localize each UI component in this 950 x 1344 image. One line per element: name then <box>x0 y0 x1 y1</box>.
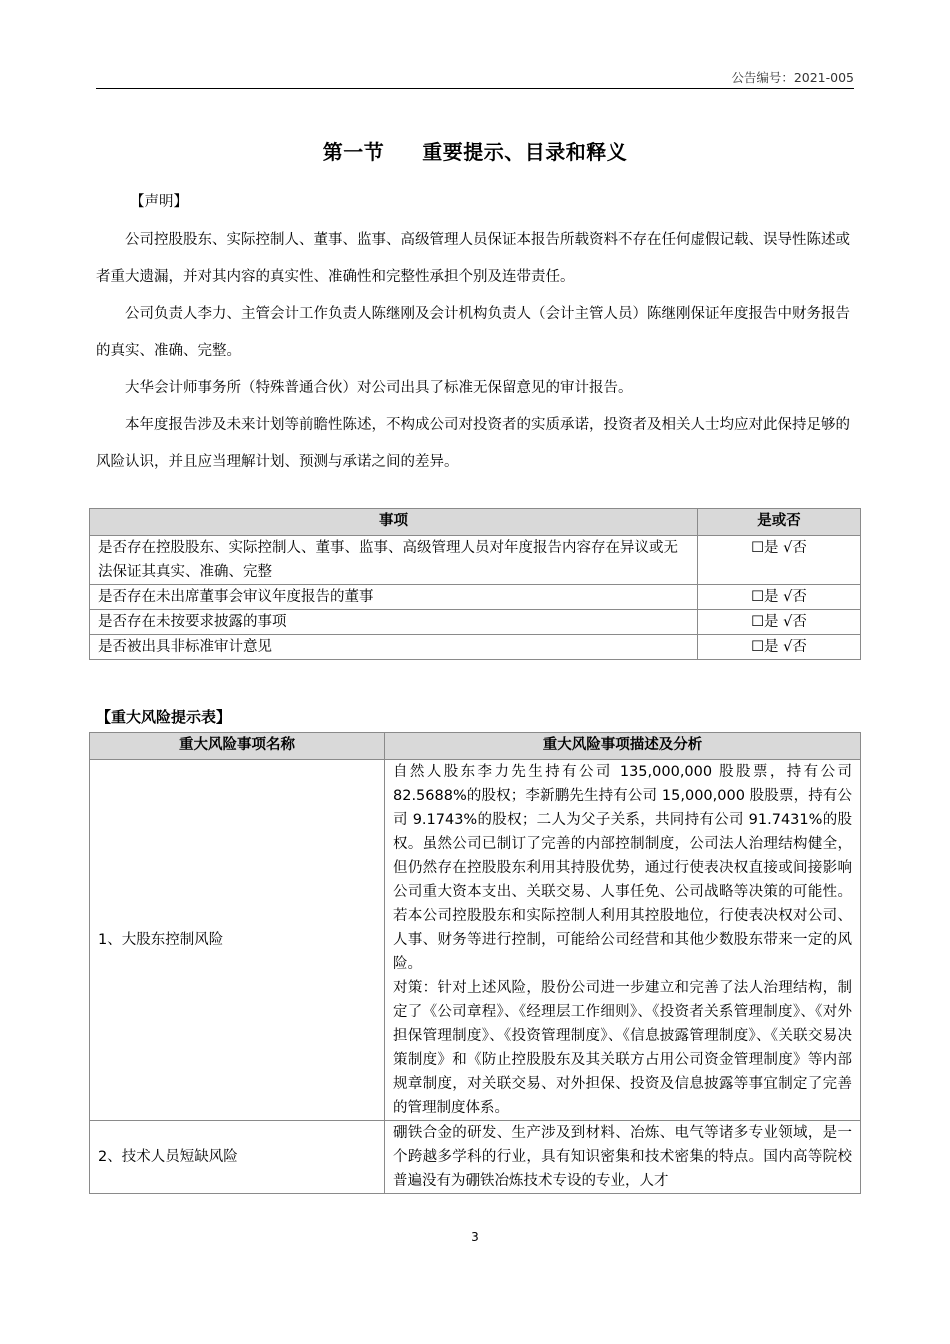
risk-countermeasure: 对策：针对上述风险，股份公司进一步建立和完善了法人治理结构，制定了《公司章程》、《经理层工作细则》、《投资者关系管理制度》、《对外担保管理制度》、《投资管理制度》、《信息披露管理制度》、《关联交易决策制度》和《防止控股股东及其关联方占用公司资金管理制度》等内部规章制度，对关联交易、对外担保、投资及信息披露等事宜制定了完善的管理制度体系。 <box>393 980 852 1116</box>
table-row <box>90 635 861 660</box>
risk-name: 2、技术人员短缺风险 <box>90 1121 385 1194</box>
table-row <box>90 1121 861 1194</box>
table-row <box>90 585 861 610</box>
column-header: 事项 <box>90 509 698 536</box>
matter-answer: ☐是 √否 <box>698 610 861 635</box>
column-header: 重大风险事项描述及分析 <box>385 733 861 760</box>
statement-paragraph: 本年度报告涉及未来计划等前瞻性陈述，不构成公司对投资者的实质承诺，投资者及相关人士均应对此保持足够的风险认识，并且应当理解计划、预测与承诺之间的差异。 <box>96 417 850 470</box>
matter-answer: ☐是 √否 <box>698 635 861 660</box>
section-title <box>0 136 950 165</box>
risk-name: 1、大股东控制风险 <box>90 760 385 1121</box>
statement-paragraph: 公司负责人李力、主管会计工作负责人陈继刚及会计机构负责人（会计主管人员）陈继刚保证年度报告中财务报告的真实、准确、完整。 <box>96 306 850 359</box>
risk-table <box>89 732 861 1194</box>
column-header: 是或否 <box>698 509 861 536</box>
matter-answer: ☐是 √否 <box>698 536 861 585</box>
risk-table-heading: 【重大风险提示表】 <box>96 708 232 726</box>
matters-table <box>89 508 861 660</box>
statement-heading: 【声明】 <box>130 194 188 210</box>
table-row <box>90 610 861 635</box>
statement-paragraph: 公司控股股东、实际控制人、董事、监事、高级管理人员保证本报告所载资料不存在任何虚假记载、误导性陈述或者重大遗漏，并对其内容的真实性、准确性和完整性承担个别及连带责任。 <box>96 232 850 285</box>
column-header: 重大风险事项名称 <box>90 733 385 760</box>
document-number: 公告编号：2021-005 <box>731 70 854 85</box>
table-header-row <box>90 733 861 760</box>
header-divider <box>96 88 854 89</box>
table-row <box>90 536 861 585</box>
risk-description: 自然人股东李力先生持有公司 135,000,000 股股票，持有公司 82.5688%的股权；李新鹏先生持有公司 15,000,000 股股票，持有公司 9.1743%的股权；二人为父子关系，共同持有公司 91.7431%的股权。虽然公司已制订了完善的内部控制制度，公司法人治理结构健全，但仍然存在控股股东利用其持股优势，通过行使表决权直接或间接影响公司重大资本支出、关联交易、人事任免、公司战略等决策的可能性。若本公司控股股东和实际控制人利用其控股地位，行使表决权对公司、人事、财务等进行控制，可能给公司经营和其他少数股东带来一定的风险。 <box>393 764 852 972</box>
table-row <box>90 760 861 1121</box>
statement-paragraph: 大华会计师事务所（特殊普通合伙）对公司出具了标准无保留意见的审计报告。 <box>125 380 633 396</box>
risk-description-cell <box>385 760 861 1121</box>
section-name: 重要提示、目录和释义 <box>422 140 628 164</box>
table-header-row <box>90 509 861 536</box>
statement-body <box>96 222 856 481</box>
risk-description: 硼铁合金的研发、生产涉及到材料、冶炼、电气等诸多专业领域，是一个跨越多学科的行业，具有知识密集和技术密集的特点。国内高等院校普遍没有为硼铁冶炼技术专设的专业，人才 <box>385 1121 861 1194</box>
page-number: 3 <box>471 1230 479 1244</box>
matter-item: 是否存在未按要求披露的事项 <box>90 610 698 635</box>
matter-item: 是否存在未出席董事会审议年度报告的董事 <box>90 585 698 610</box>
matter-answer: ☐是 √否 <box>698 585 861 610</box>
matter-item: 是否存在控股股东、实际控制人、董事、监事、高级管理人员对年度报告内容存在异议或无法保证其真实、准确、完整 <box>90 536 698 585</box>
matter-item: 是否被出具非标准审计意见 <box>90 635 698 660</box>
section-number: 第一节 <box>322 140 385 164</box>
